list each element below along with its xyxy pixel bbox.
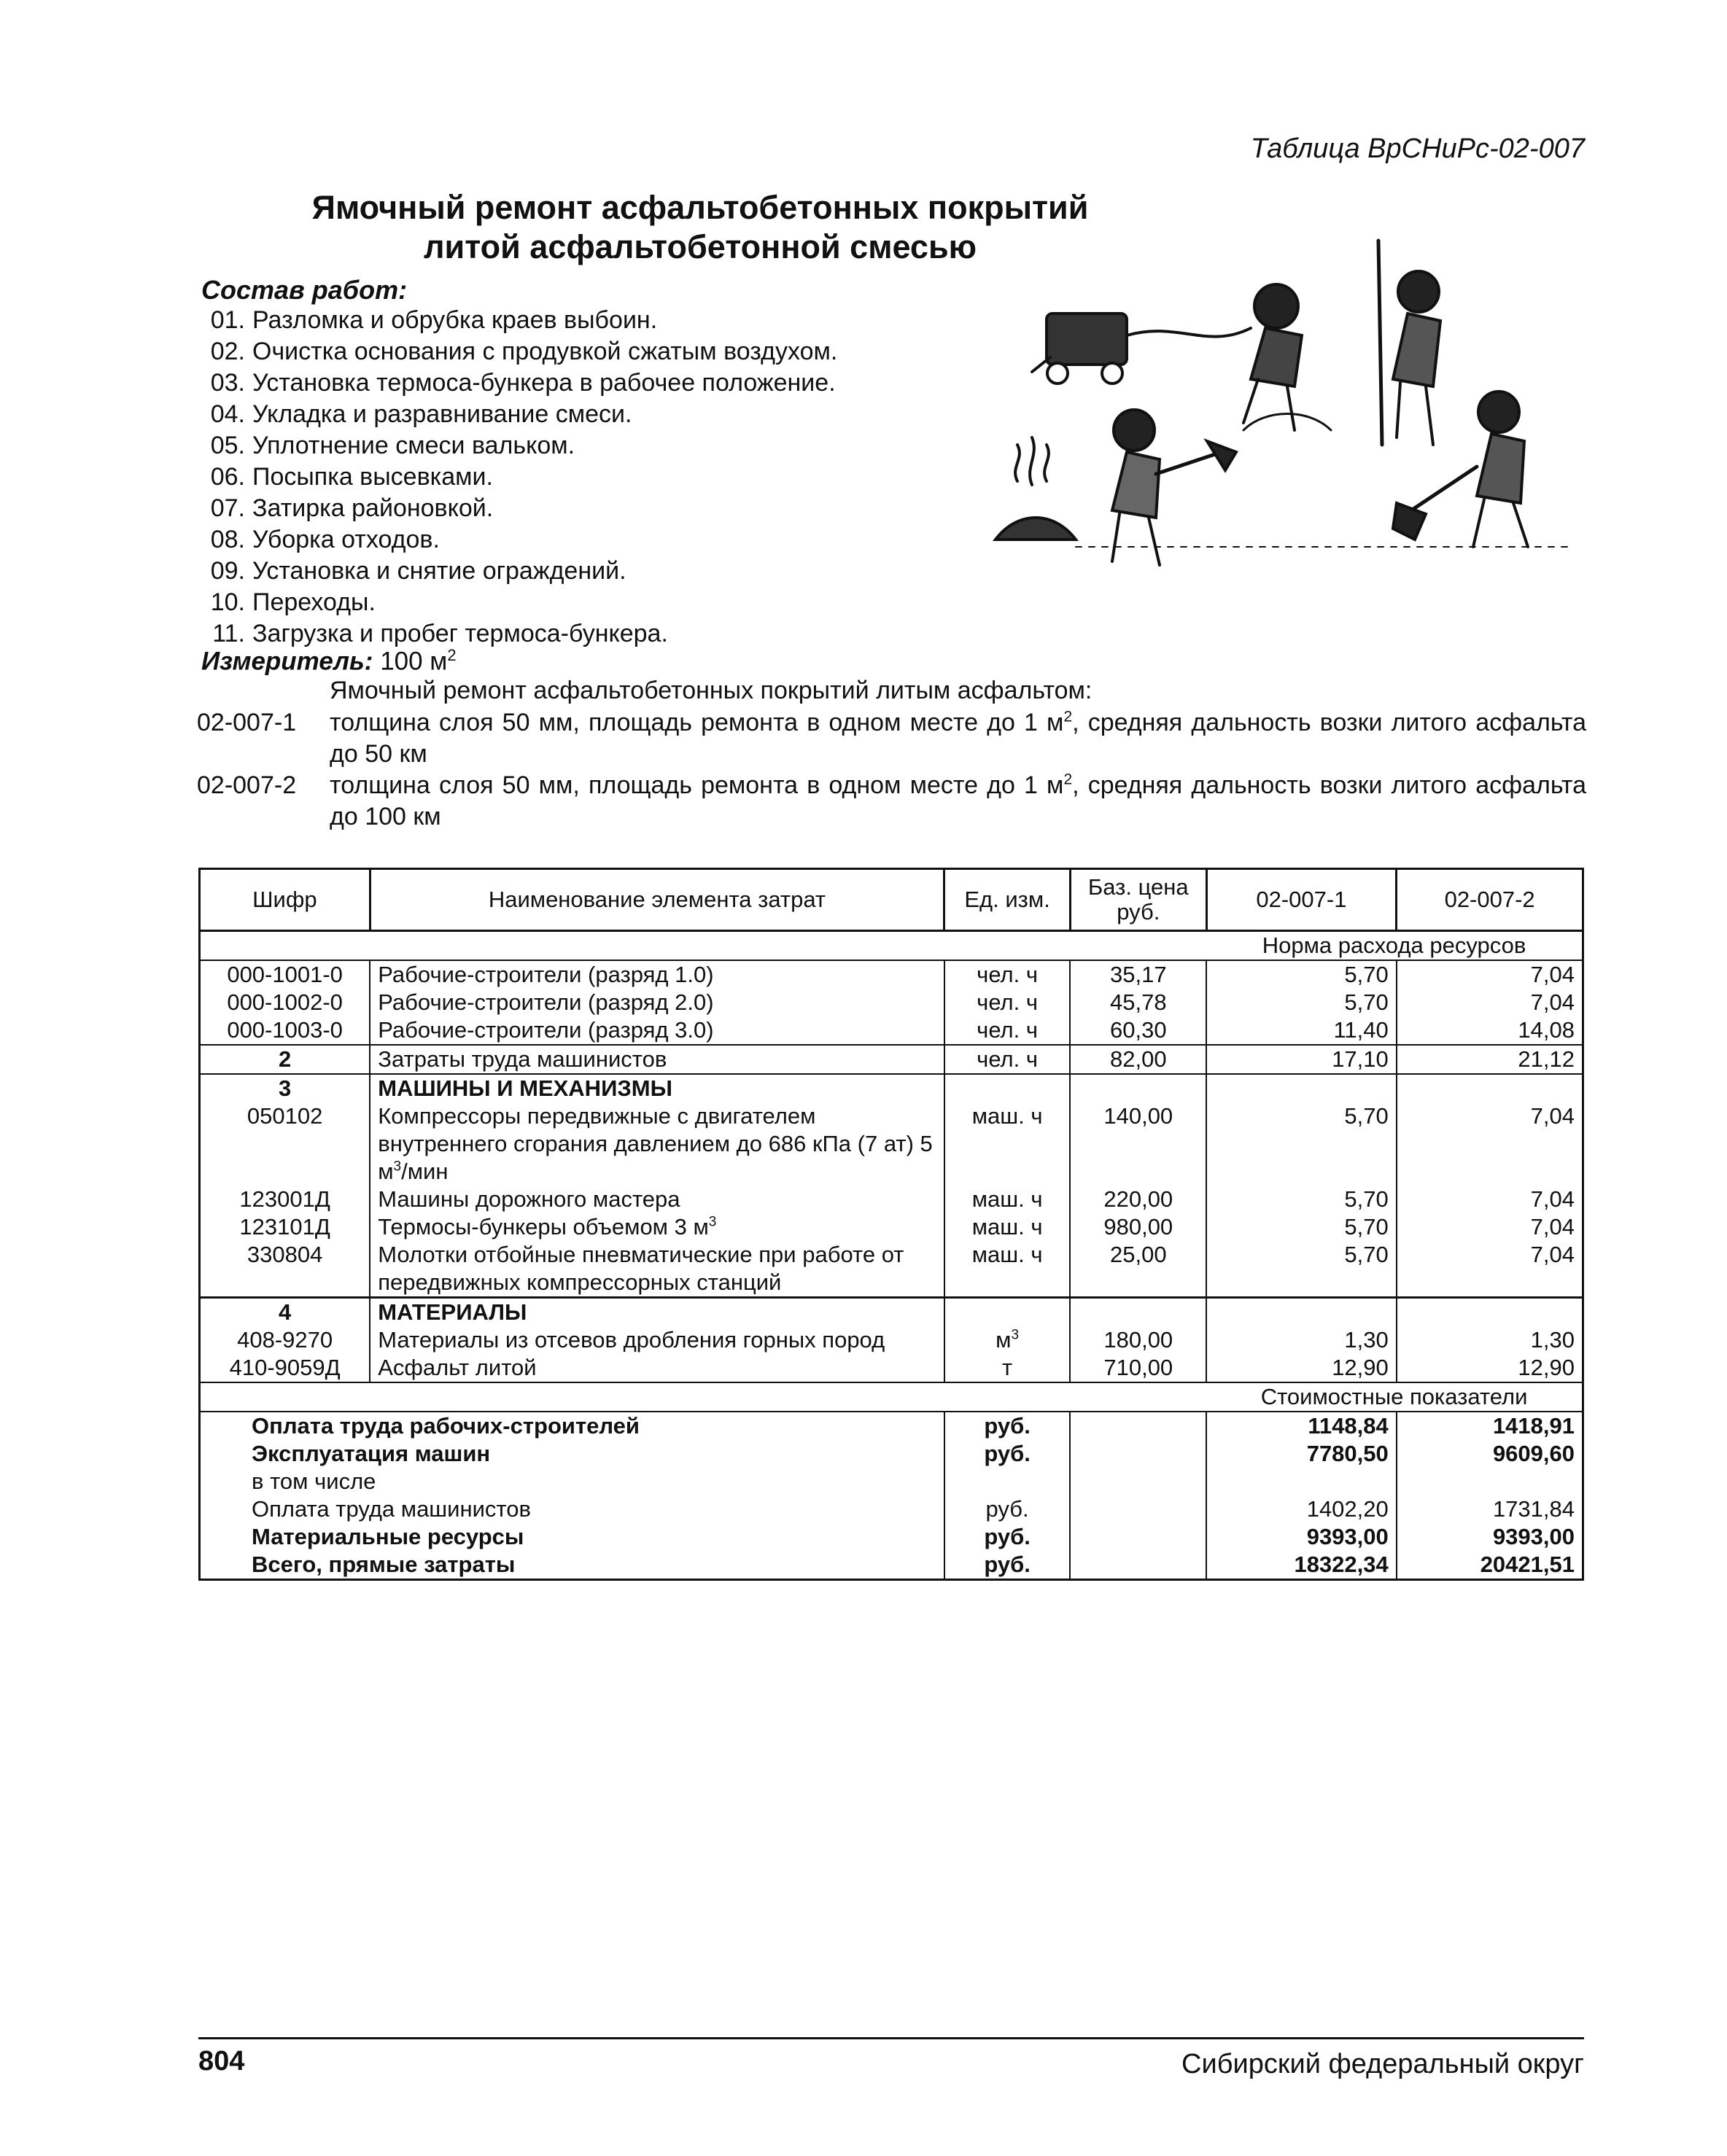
table-cell: 410-9059Д	[200, 1354, 370, 1382]
table-cell: 12,90	[1206, 1354, 1397, 1382]
table-cell: 12,90	[1397, 1354, 1583, 1382]
cost-row	[200, 1523, 1583, 1551]
step-number: 10.	[210, 588, 245, 616]
table-cell: руб.	[944, 1440, 1071, 1468]
title-line-1: Ямочный ремонт асфальтобетонных покрытий	[311, 189, 1089, 226]
worker-jackhammer-sketch	[1243, 284, 1331, 430]
cell-text: 3	[708, 1214, 717, 1230]
cell-text: Термосы-бункеры объемом 3 м	[378, 1214, 709, 1239]
worker-shovel-left-sketch	[1112, 410, 1236, 565]
table-cell: Рабочие-строители (разряд 1.0)	[370, 960, 944, 989]
table-cell: чел. ч	[944, 1016, 1071, 1045]
region-name: Сибирский федеральный округ	[1181, 2049, 1584, 2079]
table-cell: руб.	[944, 1551, 1071, 1580]
step-number: 02.	[210, 338, 245, 365]
table-cell: Эксплуатация машин	[252, 1441, 491, 1466]
column-header-name: Наименование элемента затрат	[370, 869, 944, 931]
table-cell: 1,30	[1397, 1326, 1583, 1354]
table-cell: 25,00	[1070, 1241, 1206, 1298]
table-cell: 14,08	[1397, 1016, 1583, 1045]
table-cell: 5,70	[1206, 989, 1397, 1016]
table-cell: 7,04	[1397, 1186, 1583, 1213]
list-item	[197, 493, 837, 524]
table-cell: маш. ч	[944, 1213, 1071, 1241]
cost-header: Стоимостные показатели	[1206, 1382, 1583, 1412]
table-cell: 330804	[247, 1242, 323, 1267]
road-workers-illustration	[988, 233, 1586, 576]
table-cell: Рабочие-строители (разряд 3.0)	[370, 1016, 944, 1045]
work-steps-list	[197, 305, 837, 650]
materials-section-row	[200, 1298, 1583, 1327]
table-cell: 5,70	[1206, 1241, 1397, 1298]
step-text: Уборка отходов.	[252, 526, 440, 553]
list-item	[197, 618, 837, 650]
table-cell: 710,00	[1070, 1354, 1206, 1382]
table-cell: 17,10	[1206, 1045, 1397, 1074]
table-row	[200, 1241, 1583, 1298]
step-text: Очистка основания с продувкой сжатым воздухом.	[252, 338, 838, 365]
table-cell: 000-1001-0	[227, 962, 343, 987]
column-header-code: Шифр	[200, 869, 370, 931]
table-cell: МАШИНЫ И МЕХАНИЗМЫ	[370, 1074, 944, 1102]
table-reference: Таблица ВрСНиРс-02-007	[1250, 133, 1585, 164]
table-cell: 21,12	[1397, 1045, 1583, 1074]
step-number: 07.	[210, 494, 245, 522]
footer-divider	[198, 2037, 1584, 2039]
column-header-variant-1: 02-007-1	[1206, 869, 1397, 931]
table-cell: руб.	[944, 1495, 1071, 1523]
list-item	[197, 462, 837, 493]
list-item	[197, 336, 837, 367]
variant-item	[197, 770, 1586, 833]
step-number: 05.	[210, 432, 245, 459]
norm-header: Норма расхода ресурсов	[1206, 931, 1583, 961]
table-cell: 050102	[247, 1103, 323, 1129]
table-cell: 1148,84	[1206, 1412, 1397, 1440]
table-cell: 7,04	[1397, 989, 1583, 1016]
compressor-sketch	[1032, 314, 1251, 384]
operator-labor-row	[200, 1045, 1583, 1074]
table-cell: маш. ч	[944, 1102, 1071, 1186]
measure-value: 100 м	[380, 647, 448, 676]
cost-row	[200, 1495, 1583, 1523]
table-row	[200, 1102, 1583, 1186]
cell-text: , средняя дальность возки литого асфальта до 100 км	[330, 771, 1586, 830]
cost-header-row	[200, 1382, 1583, 1412]
table-cell: 7,04	[1397, 1241, 1583, 1298]
cell-text: м	[996, 1327, 1012, 1353]
column-header-variant-2: 02-007-2	[1397, 869, 1583, 931]
table-cell: 980,00	[1070, 1213, 1206, 1241]
cost-table	[198, 868, 1584, 1581]
table-cell: 3	[278, 1075, 292, 1101]
cost-row	[200, 1412, 1583, 1440]
list-item	[197, 587, 837, 618]
machines-section-row	[200, 1074, 1583, 1102]
cell-text: 3	[393, 1159, 402, 1175]
cell-text: /мин	[401, 1159, 449, 1184]
table-cell: 408-9270	[237, 1327, 333, 1353]
table-cell: 1402,20	[1206, 1495, 1397, 1523]
title-line-2: литой асфальтобетонной смесью	[423, 228, 977, 265]
step-text: Установка и снятие ограждений.	[252, 557, 626, 585]
table-cell: Оплата труда машинистов	[252, 1496, 531, 1522]
table-row	[200, 1213, 1583, 1241]
step-text: Переходы.	[252, 588, 376, 616]
table-cell: Материальные ресурсы	[252, 1524, 524, 1549]
table-cell: 9609,60	[1397, 1440, 1583, 1468]
step-text: Посыпка высевками.	[252, 463, 493, 491]
table-cell: т	[944, 1354, 1071, 1382]
list-item	[197, 399, 837, 430]
table-cell	[1206, 1468, 1397, 1495]
table-cell: 123001Д	[239, 1186, 330, 1212]
step-number: 11.	[212, 620, 245, 647]
cell-text: 2	[1063, 771, 1073, 788]
variant-code: 02-007-1	[197, 709, 297, 736]
norm-header-row	[200, 931, 1583, 961]
cell-text: 2	[1063, 708, 1073, 725]
table-cell: руб.	[944, 1523, 1071, 1551]
cost-total-row	[200, 1551, 1583, 1580]
step-number: 03.	[210, 369, 245, 397]
measure-sup: 2	[447, 646, 457, 664]
table-cell: 000-1003-0	[200, 1016, 370, 1045]
table-cell: 000-1002-0	[227, 989, 343, 1015]
table-cell: в том числе	[252, 1468, 376, 1494]
table-cell: 4	[200, 1298, 370, 1327]
cell-text: Машины дорожного мастера	[378, 1186, 680, 1212]
table-cell: 140,00	[1070, 1102, 1206, 1186]
list-item	[197, 430, 837, 462]
cost-row	[200, 1468, 1583, 1495]
cell-text: , средняя дальность возки литого асфальта до 50 км	[330, 709, 1586, 768]
cost-row	[200, 1440, 1583, 1468]
variant-code: 02-007-2	[197, 771, 297, 799]
cell-text: 3	[1011, 1327, 1020, 1343]
step-number: 01.	[210, 306, 245, 334]
table-cell: 11,40	[1206, 1016, 1397, 1045]
table-cell: 123101Д	[239, 1214, 330, 1239]
table-row	[200, 960, 1583, 989]
measure-label: Измеритель:	[201, 647, 373, 676]
table-cell: 1,30	[1206, 1326, 1397, 1354]
table-cell: руб.	[944, 1412, 1071, 1440]
cell-text: Компрессоры передвижные с двигателем внутреннего сгорания давлением до 686 кПа (7 ат) 5 м	[378, 1103, 933, 1184]
table-cell: 9393,00	[1206, 1523, 1397, 1551]
table-row	[200, 1326, 1583, 1354]
composition-heading: Состав работ:	[201, 275, 408, 305]
step-text: Укладка и разравнивание смеси.	[252, 400, 632, 428]
table-cell: 18322,34	[1206, 1551, 1397, 1580]
variants-intro: Ямочный ремонт асфальтобетонных покрытий литым асфальтом:	[330, 677, 1093, 704]
table-cell: 20421,51	[1397, 1551, 1583, 1580]
step-text: Уплотнение смеси вальком.	[252, 432, 575, 459]
step-number: 06.	[210, 463, 245, 491]
table-cell: маш. ч	[944, 1186, 1071, 1213]
step-number: 04.	[210, 400, 245, 428]
table-cell	[944, 1468, 1071, 1495]
table-cell: 5,70	[1206, 960, 1397, 989]
table-cell: 5,70	[1206, 1186, 1397, 1213]
table-cell	[1397, 1468, 1583, 1495]
table-cell: 60,30	[1070, 1016, 1206, 1045]
table-row	[200, 989, 1583, 1016]
table-cell: 180,00	[1070, 1326, 1206, 1354]
table-cell: Материалы из отсевов дробления горных пород	[370, 1326, 944, 1354]
column-header-unit: Ед. изм.	[944, 869, 1071, 931]
variants-list	[197, 707, 1586, 833]
table-cell: чел. ч	[944, 960, 1071, 989]
table-cell: 1731,84	[1397, 1495, 1583, 1523]
table-cell: 7,04	[1397, 1213, 1583, 1241]
worker-pole-sketch	[1378, 241, 1440, 445]
cell-text: толщина слоя 50 мм, площадь ремонта в одном месте до 1 м	[330, 771, 1064, 799]
table-cell: 7780,50	[1206, 1440, 1397, 1468]
table-row	[200, 1186, 1583, 1213]
table-cell: 45,78	[1070, 989, 1206, 1016]
table-cell: 5,70	[1206, 1102, 1397, 1186]
table-cell: 220,00	[1070, 1186, 1206, 1213]
step-text: Загрузка и пробег термоса-бункера.	[252, 620, 668, 647]
table-header-row	[200, 869, 1583, 931]
table-cell: Молотки отбойные пневматические при работе от передвижных компрессорных станций	[370, 1241, 944, 1298]
list-item	[197, 524, 837, 556]
table-cell: 82,00	[1070, 1045, 1206, 1074]
step-number: 09.	[210, 557, 245, 585]
list-item	[197, 305, 837, 336]
table-cell: 2	[200, 1045, 370, 1074]
table-cell: Оплата труда рабочих-строителей	[252, 1413, 640, 1439]
table-cell: 7,04	[1397, 960, 1583, 989]
table-cell: чел. ч	[944, 1045, 1071, 1074]
step-text: Установка термоса-бункера в рабочее положение.	[252, 369, 836, 397]
table-cell: Рабочие-строители (разряд 2.0)	[370, 989, 944, 1016]
list-item	[197, 556, 837, 587]
worker-shovel-right-sketch	[1393, 392, 1528, 547]
step-text: Затирка районовкой.	[252, 494, 494, 522]
table-cell: 5,70	[1206, 1213, 1397, 1241]
table-cell: 1418,91	[1397, 1412, 1583, 1440]
table-row	[200, 1354, 1583, 1382]
table-cell: маш. ч	[944, 1241, 1071, 1298]
table-cell: Затраты труда машинистов	[370, 1045, 944, 1074]
cell-text: толщина слоя 50 мм, площадь ремонта в одном месте до 1 м	[330, 709, 1064, 736]
table-cell: чел. ч	[944, 989, 1071, 1016]
column-header-price: Баз. цена руб.	[1070, 869, 1206, 931]
table-cell: Всего, прямые затраты	[252, 1552, 516, 1577]
measure-unit	[201, 646, 457, 677]
table-cell: 35,17	[1070, 960, 1206, 989]
table-cell: Асфальт литой	[370, 1354, 944, 1382]
table-cell: МАТЕРИАЛЫ	[370, 1298, 944, 1327]
step-number: 08.	[210, 526, 245, 553]
variant-description	[330, 770, 1586, 833]
variant-item	[197, 707, 1586, 770]
step-text: Разломка и обрубка краев выбоин.	[252, 306, 658, 334]
variant-description	[330, 707, 1586, 770]
table-row	[200, 1016, 1583, 1045]
page-number: 804	[198, 2046, 245, 2077]
table-cell: 9393,00	[1397, 1523, 1583, 1551]
list-item	[197, 367, 837, 399]
table-cell: 7,04	[1397, 1102, 1583, 1186]
